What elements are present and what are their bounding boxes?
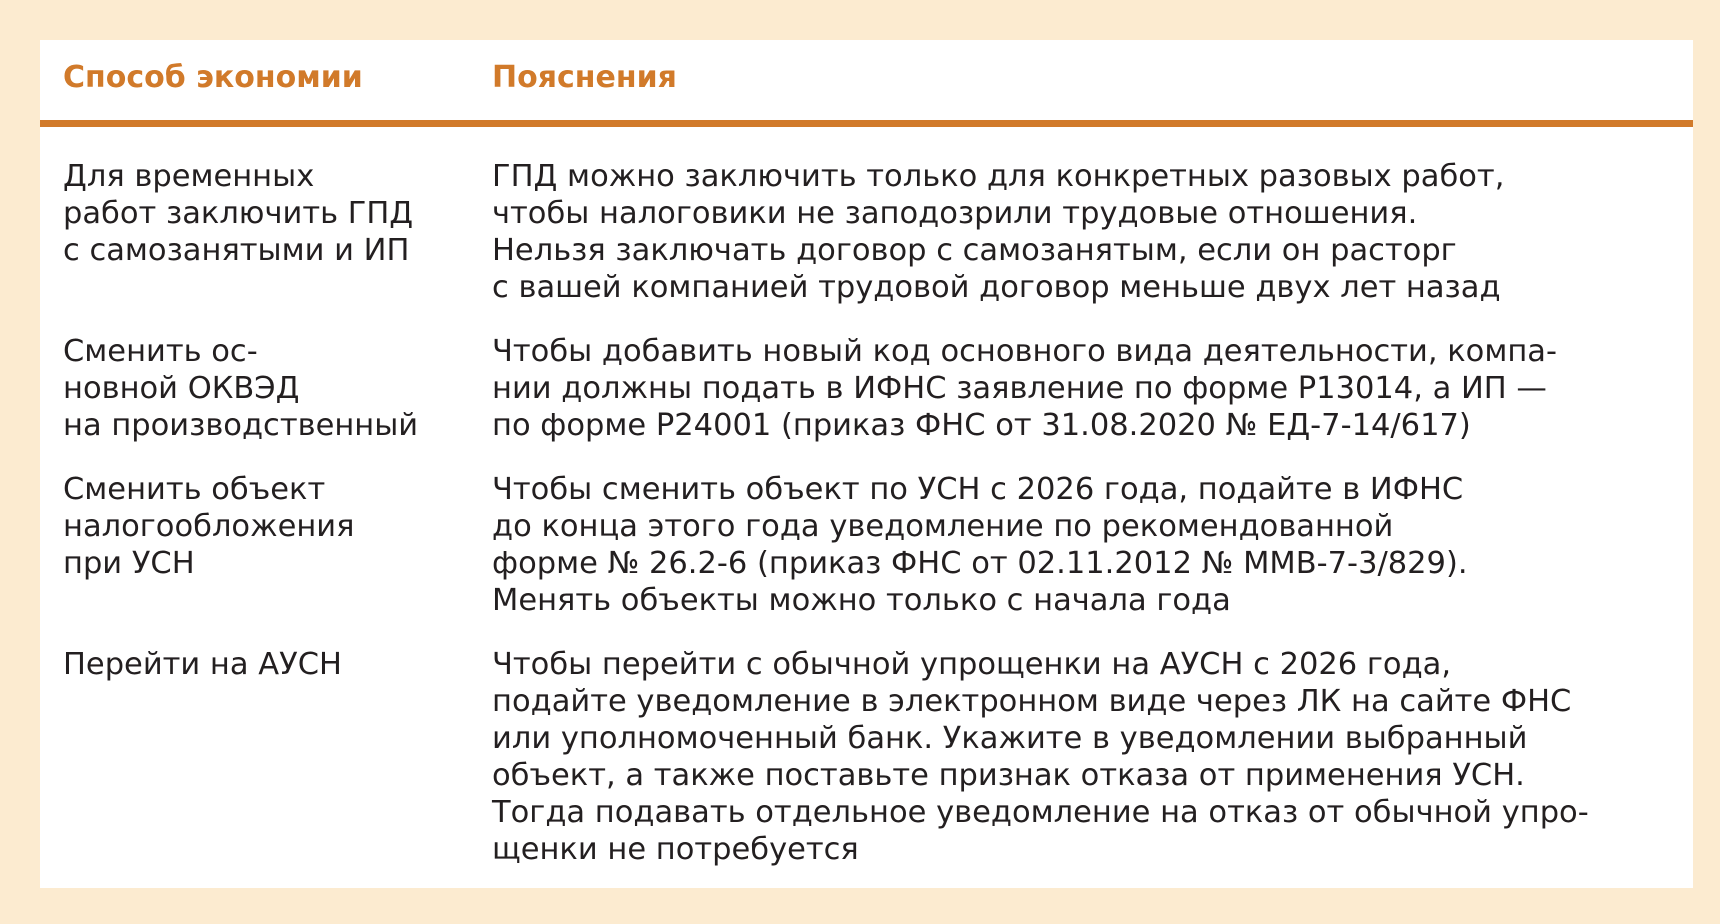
method-cell: Сменить объект налогообложения при УСН (63, 472, 355, 581)
explanation-cell: Чтобы сменить объект по УСН с 2026 года, подайте в ИФНС до конца этого года уведомление по рекомендованной форме № 26.2-6 (приказ ФНС от 02.11.2012 № ММВ-7-3/829). Менять объекты можно только с начала года (492, 472, 1468, 618)
method-cell: Перейти на АУСН (63, 647, 342, 682)
explanation-cell: ГПД можно заключить только для конкретных разовых работ, чтобы налоговики не заподозрили трудовые отношения. Нельзя заключать договор с самозанятым, если он расторг с вашей компанией трудовой договор меньше двух лет назад (492, 159, 1505, 305)
header-divider (40, 120, 1693, 127)
method-cell: Сменить ос- новной ОКВЭД на производственный (63, 334, 419, 443)
table-header (40, 40, 1693, 119)
method-cell: Для временных работ заключить ГПД с самозанятыми и ИП (63, 159, 414, 268)
explanation-cell: Чтобы добавить новый код основного вида деятельности, компа- нии должны подать в ИФНС заявление по форме Р13014, а ИП — по форме Р24001 (приказ ФНС от 31.08.2020 № ЕД-7-14/617) (492, 334, 1557, 443)
header-method: Способ экономии (63, 60, 363, 95)
header-explanation: Пояснения (492, 60, 677, 95)
explanation-cell: Чтобы перейти с обычной упрощенки на АУСН с 2026 года, подайте уведомление в электронном виде через ЛК на сайте ФНС или уполномоченный банк. Укажите в уведомлении выбранный объект, а также поставьте признак отказа от применения УСН. Тогда подавать отдельное уведомление на отказ от обычной упро- щенки не потребуется (492, 647, 1589, 867)
savings-table (40, 40, 1693, 888)
